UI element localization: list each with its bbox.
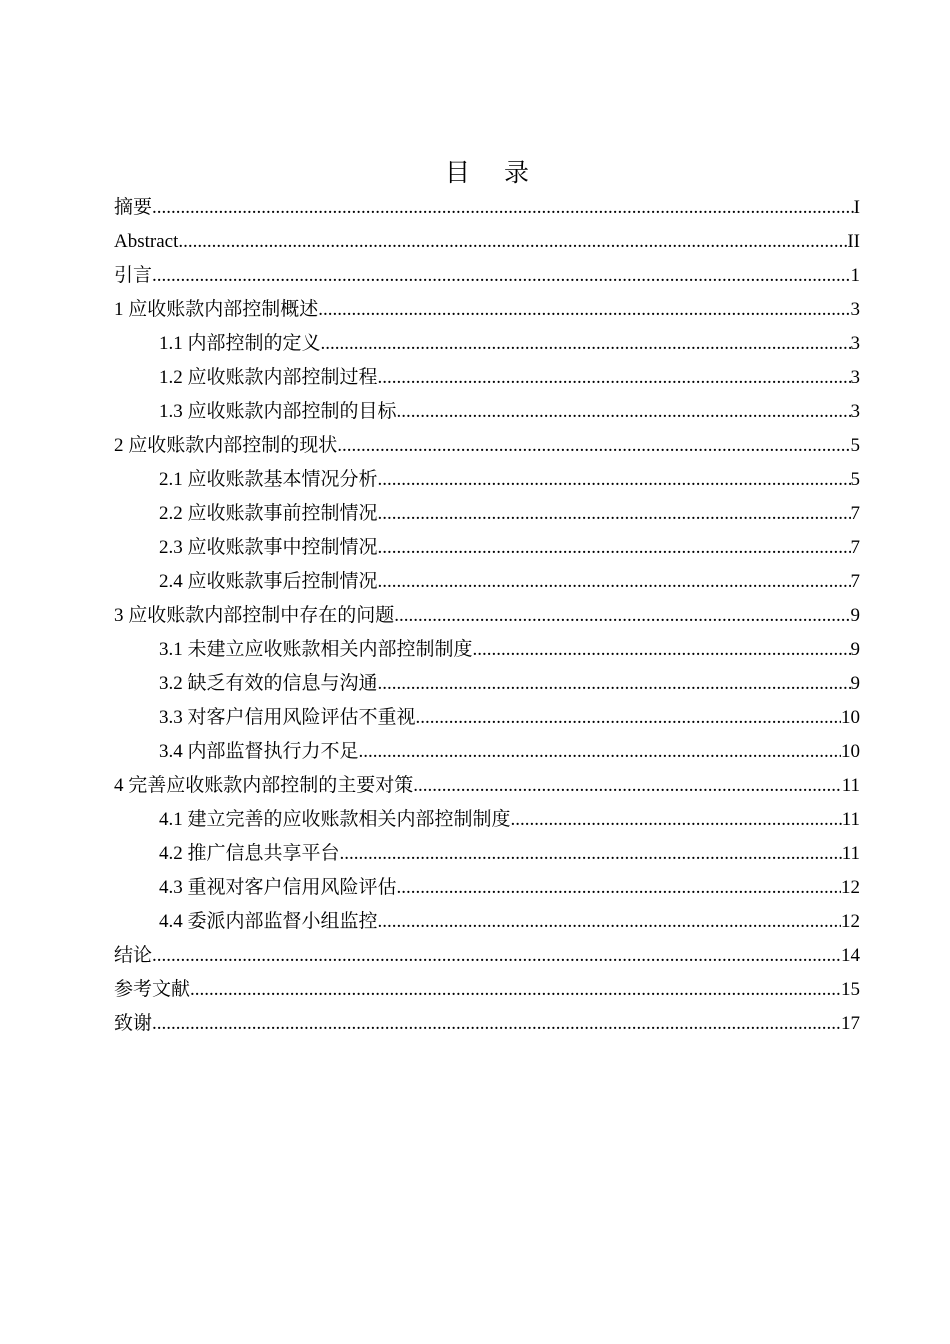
toc-entry-page-number: II (847, 231, 860, 252)
toc-dot-leader (397, 395, 851, 429)
toc-entry-label: 2 应收账款内部控制的现状 (114, 435, 338, 456)
toc-entry-page-number: 9 (850, 605, 860, 626)
toc-entry[interactable] (114, 361, 860, 395)
toc-dot-leader (378, 565, 851, 599)
toc-entry[interactable] (114, 225, 860, 259)
toc-dot-leader (178, 225, 847, 259)
toc-entry[interactable] (114, 973, 860, 1007)
toc-dot-leader (416, 701, 841, 735)
toc-entry-page-number: 10 (841, 741, 860, 762)
toc-entry[interactable] (114, 429, 860, 463)
toc-entry-page-number: 10 (841, 707, 860, 728)
table-of-contents (114, 191, 860, 1041)
toc-entry-label: 结论 (114, 945, 153, 966)
toc-entry-page-number: I (853, 197, 860, 218)
toc-entry[interactable] (114, 871, 860, 905)
toc-entry[interactable] (114, 701, 860, 735)
toc-entry[interactable] (114, 191, 860, 225)
toc-entry-page-number: 3 (850, 333, 860, 354)
toc-entry-label: 4 完善应收账款内部控制的主要对策 (114, 775, 414, 796)
toc-entry-label: 2.4 应收账款事后控制情况 (159, 571, 378, 592)
toc-entry-label: 4.3 重视对客户信用风险评估 (159, 877, 397, 898)
toc-entry[interactable] (114, 1007, 860, 1041)
toc-dot-leader (397, 871, 841, 905)
toc-entry-page-number: 7 (850, 571, 860, 592)
toc-entry[interactable] (114, 837, 860, 871)
toc-dot-leader (394, 599, 850, 633)
toc-entry[interactable] (114, 463, 860, 497)
toc-dot-leader (321, 327, 851, 361)
toc-entry[interactable] (114, 259, 860, 293)
toc-dot-leader (378, 667, 851, 701)
toc-entry-page-number: 7 (850, 503, 860, 524)
toc-entry-page-number: 11 (841, 809, 860, 830)
toc-title (0, 155, 950, 191)
toc-entry-page-number: 9 (850, 673, 860, 694)
toc-entry[interactable] (114, 735, 860, 769)
toc-entry-page-number: 7 (850, 537, 860, 558)
toc-entry-page-number: 12 (841, 911, 860, 932)
toc-entry-label: 1.1 内部控制的定义 (159, 333, 321, 354)
toc-entry-page-number: 3 (850, 401, 860, 422)
toc-dot-leader (340, 837, 842, 871)
toc-entry[interactable] (114, 599, 860, 633)
toc-entry-label: 1 应收账款内部控制概述 (114, 299, 319, 320)
toc-entry[interactable] (114, 565, 860, 599)
toc-entry[interactable] (114, 293, 860, 327)
toc-entry-page-number: 3 (850, 367, 860, 388)
toc-entry-label: 3.3 对客户信用风险评估不重视 (159, 707, 416, 728)
toc-entry[interactable] (114, 633, 860, 667)
toc-entry[interactable] (114, 667, 860, 701)
toc-dot-leader (359, 735, 841, 769)
toc-entry-page-number: 11 (841, 843, 860, 864)
toc-entry-page-number: 5 (850, 469, 860, 490)
toc-entry-label: 致谢 (114, 1013, 153, 1034)
toc-entry-label: 4.1 建立完善的应收账款相关内部控制制度 (159, 809, 511, 830)
toc-dot-leader (378, 497, 851, 531)
toc-dot-leader (473, 633, 851, 667)
toc-entry-label: 3.2 缺乏有效的信息与沟通 (159, 673, 378, 694)
toc-entry-label: Abstract (114, 231, 179, 252)
toc-entry-page-number: 3 (850, 299, 860, 320)
toc-dot-leader (152, 259, 850, 293)
toc-entry-label: 引言 (114, 265, 153, 286)
toc-entry-label: 3.1 未建立应收账款相关内部控制制度 (159, 639, 473, 660)
toc-entry-page-number: 12 (841, 877, 860, 898)
toc-title-char-2: 录 (504, 158, 530, 187)
toc-dot-leader (190, 973, 841, 1007)
toc-dot-leader (378, 531, 851, 565)
toc-dot-leader (378, 361, 851, 395)
toc-entry-label: 2.1 应收账款基本情况分析 (159, 469, 378, 490)
toc-entry-page-number: 11 (841, 775, 860, 796)
toc-entry-label: 2.3 应收账款事中控制情况 (159, 537, 378, 558)
toc-dot-leader (378, 905, 841, 939)
toc-entry-label: 摘要 (114, 197, 153, 218)
toc-entry-page-number: 17 (841, 1013, 860, 1034)
toc-entry-label: 2.2 应收账款事前控制情况 (159, 503, 378, 524)
toc-dot-leader (378, 463, 851, 497)
toc-dot-leader (337, 429, 850, 463)
toc-entry-label: 4.4 委派内部监督小组监控 (159, 911, 378, 932)
toc-entry[interactable] (114, 497, 860, 531)
toc-entry[interactable] (114, 769, 860, 803)
toc-entry-page-number: 1 (850, 265, 860, 286)
toc-dot-leader (152, 191, 854, 225)
toc-entry-label: 1.2 应收账款内部控制过程 (159, 367, 378, 388)
toc-entry-label: 4.2 推广信息共享平台 (159, 843, 340, 864)
toc-entry-label: 1.3 应收账款内部控制的目标 (159, 401, 397, 422)
toc-entry[interactable] (114, 327, 860, 361)
toc-entry-page-number: 9 (850, 639, 860, 660)
toc-entry-label: 3.4 内部监督执行力不足 (159, 741, 359, 762)
toc-dot-leader (152, 939, 841, 973)
toc-entry-label: 3 应收账款内部控制中存在的问题 (114, 605, 395, 626)
toc-entry-page-number: 14 (841, 945, 860, 966)
toc-entry[interactable] (114, 531, 860, 565)
toc-entry-page-number: 5 (850, 435, 860, 456)
toc-entry[interactable] (114, 939, 860, 973)
toc-entry[interactable] (114, 395, 860, 429)
toc-entry-label: 参考文献 (114, 979, 191, 1000)
toc-entry-page-number: 15 (841, 979, 860, 1000)
toc-dot-leader (318, 293, 850, 327)
toc-entry[interactable] (114, 803, 860, 837)
toc-dot-leader (511, 803, 842, 837)
toc-entry[interactable] (114, 905, 860, 939)
toc-dot-leader (413, 769, 841, 803)
toc-title-char-1: 目 (444, 158, 470, 187)
toc-dot-leader (152, 1007, 841, 1041)
